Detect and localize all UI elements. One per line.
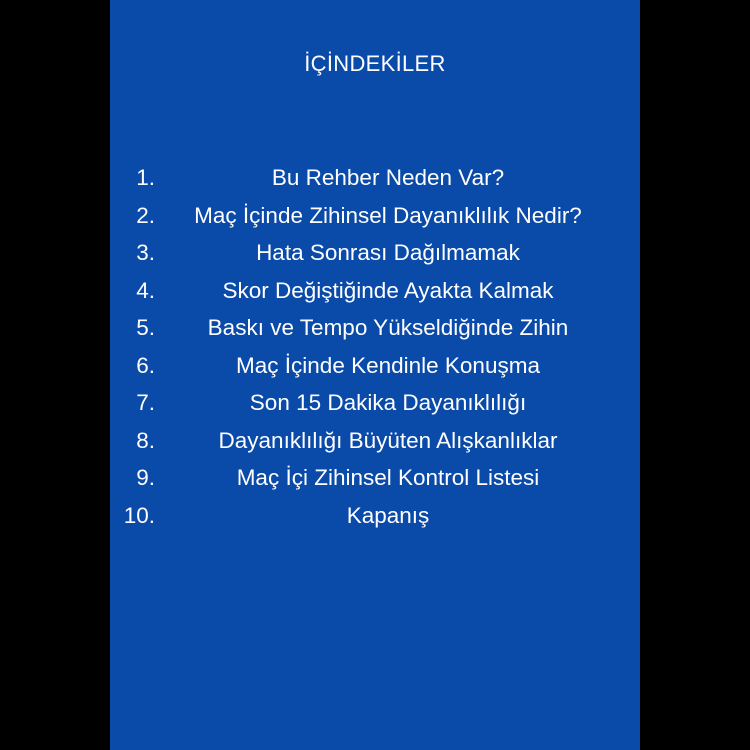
toc-item-number: 3. [136, 240, 155, 265]
toc-item [0, 497, 750, 535]
toc-item-title: Maç İçinde Zihinsel Dayanıklılık Nedir? [194, 202, 582, 228]
toc-item [0, 272, 750, 310]
toc-item-number: 7. [136, 390, 155, 415]
table-of-contents [0, 159, 750, 534]
toc-item-title: Baskı ve Tempo Yükseldiğinde Zihin [207, 315, 569, 340]
toc-item-number: 9. [136, 465, 155, 490]
toc-item-title: Maç İçinde Kendinle Konuşma [236, 352, 540, 378]
toc-item [0, 384, 750, 422]
toc-item [0, 234, 750, 272]
toc-item-title: Maç İçi Zihinsel Kontrol Listesi [236, 465, 540, 490]
toc-item-number: 4. [136, 277, 155, 303]
toc-item [0, 159, 750, 197]
toc-item-number: 10. [123, 502, 155, 528]
toc-item [0, 422, 750, 460]
toc-item [0, 459, 750, 497]
toc-item-number: 2. [136, 202, 155, 228]
toc-item-title: Skor Değiştiğinde Ayakta Kalmak [222, 277, 554, 303]
toc-item-number: 5. [136, 315, 155, 340]
toc-item [0, 347, 750, 385]
toc-item-title: Hata Sonrası Dağılmamak [256, 240, 520, 265]
toc-item [0, 197, 750, 235]
page-title: İÇİNDEKİLER [304, 51, 446, 76]
toc-item-title: Bu Rehber Neden Var? [271, 165, 505, 190]
toc-item-title: Son 15 Dakika Dayanıklılığı [249, 390, 527, 415]
toc-item-number: 8. [136, 427, 155, 453]
toc-item-title: Kapanış [346, 502, 430, 528]
toc-item-number: 6. [136, 352, 155, 378]
toc-item-title: Dayanıklılığı Büyüten Alışkanlıklar [218, 427, 558, 453]
toc-item-number: 1. [136, 165, 155, 190]
toc-item [0, 309, 750, 347]
